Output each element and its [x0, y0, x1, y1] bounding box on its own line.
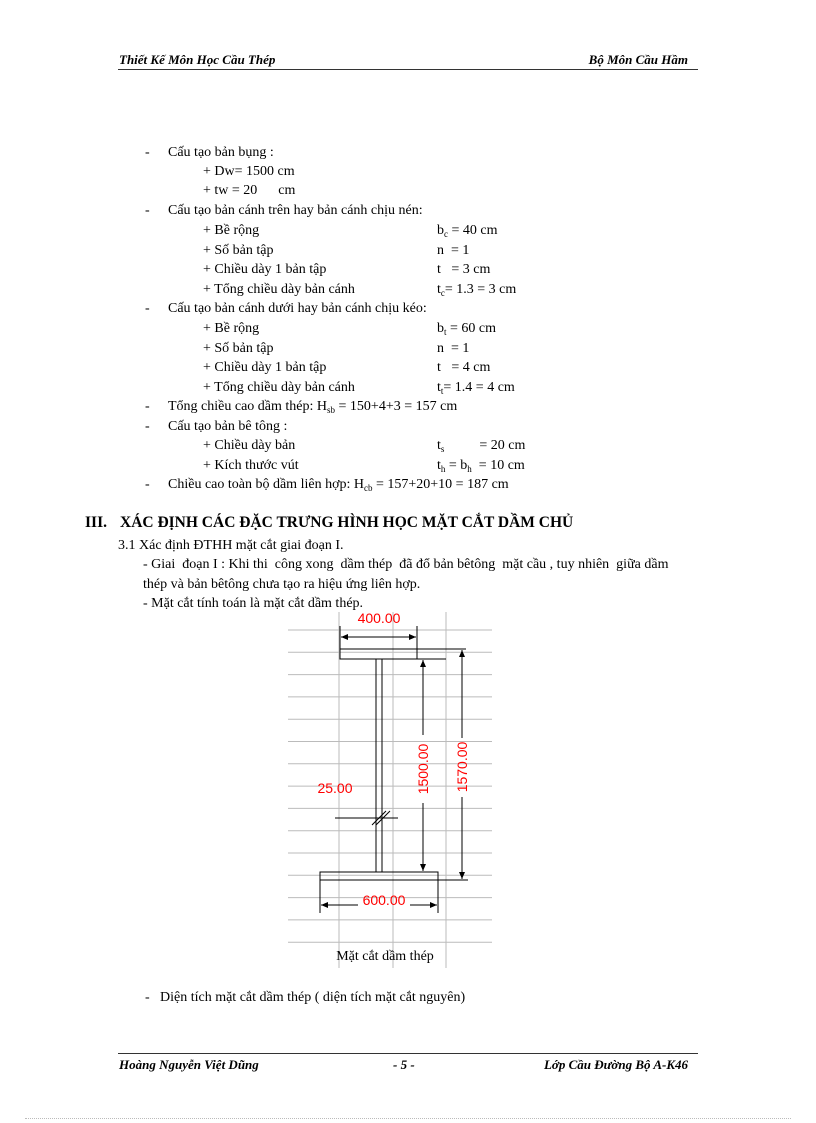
web-dw: + Dw= 1500 cm — [203, 164, 295, 179]
spec-label: + Chiều dày 1 bản tập — [203, 360, 327, 376]
header-right: Bộ Môn Cầu Hầm — [588, 52, 688, 67]
spec-label: + Số bản tập — [203, 340, 274, 356]
web-plate — [376, 659, 382, 872]
spec-value: n = 1 — [437, 242, 470, 258]
dim-top-label: 400.00 — [357, 610, 401, 626]
spec-label: + Tổng chiều dày bản cánh — [203, 281, 355, 297]
paragraph-1a: - Giai đoạn I : Khi thi công xong dầm thép đã đổ bản bêtông mặt cầu , tuy nhiên giữa dầm — [143, 557, 669, 572]
bottom-flange — [320, 872, 438, 880]
bullet: - — [145, 990, 150, 1005]
bullet: - — [145, 145, 150, 160]
spec-label: + Chiều dày bản — [203, 438, 296, 453]
spec-value: $t_s$ = 20 cm — [437, 438, 526, 454]
page-number: - 5 - — [393, 1057, 415, 1072]
composite-height: Chiều cao toàn bộ dầm liên hợp: $H_{cb} = 157+20+10 = 187$ cm — [168, 477, 509, 493]
bullet: - — [145, 419, 150, 434]
footer-right: Lớp Cầu Đường Bộ A-K46 — [543, 1057, 688, 1072]
spec-value: t = 4 cm — [437, 360, 491, 376]
section-number: III. — [85, 514, 107, 531]
figure-caption: Mặt cắt dầm thép — [336, 949, 434, 964]
paragraph-2: - Mặt cắt tính toán là mặt cắt dầm thép. — [143, 596, 364, 611]
spec-label: + Tổng chiều dày bản cánh — [203, 379, 355, 395]
bullet: - — [145, 203, 150, 218]
footer-left: Hoàng Nguyễn Việt Dũng — [119, 1057, 259, 1072]
spec-label: + Bề rộng — [203, 223, 260, 238]
dim-web-thickness-label: 25.00 — [317, 780, 353, 796]
dim-bottom-label: 600.00 — [362, 892, 406, 908]
top-flange — [340, 649, 417, 659]
spec-value: $b_t = 60$ cm — [437, 321, 497, 337]
bullet: - — [145, 399, 150, 414]
spec-label: + Chiều dày 1 bản tập — [203, 262, 327, 278]
footer-rule — [118, 1053, 698, 1054]
paragraph-1b: thép và bản bêtông chưa tạo ra hiệu ứng liên hợp. — [143, 577, 421, 592]
area-paragraph: Diện tích mặt cắt dầm thép ( diện tích mặt cắt nguyên) — [160, 990, 466, 1005]
spec-value: $t_t= 1.4 = 4$ cm — [437, 379, 515, 396]
dim-total-height-label: 1570.00 — [454, 741, 470, 793]
spec-value: t = 3 cm — [437, 262, 491, 278]
web-tw: + tw = 20 cm — [203, 183, 296, 198]
page-edge — [25, 1118, 791, 1119]
bullet: - — [145, 477, 150, 492]
bullet: - — [145, 301, 150, 316]
section-title: XÁC ĐỊNH CÁC ĐẶC TRƯNG HÌNH HỌC MẶT CẮT DẦM CHỦ — [120, 514, 574, 531]
spec-value: n = 1 — [437, 340, 470, 356]
subsection-title: 3.1 Xác định ĐTHH mặt cắt giai đoạn I. — [118, 538, 344, 553]
top-flange-title: Cấu tạo bản cánh trên hay bản cánh chịu nén: — [168, 203, 423, 218]
spec-value: $t_h = b_h = 10$ cm — [437, 457, 525, 474]
header-left: Thiết Kế Môn Học Cầu Thép — [119, 52, 276, 67]
spec-value: $b_c = 40$ cm — [437, 223, 498, 239]
spec-value: $t_c= 1.3 = 3$ cm — [437, 281, 517, 298]
dim-web-height-label: 1500.00 — [415, 743, 431, 795]
spec-label: + Số bản tập — [203, 242, 274, 258]
concrete-title: Cấu tạo bản bê tông : — [168, 419, 288, 434]
spec-label: + Kích thước vút — [203, 457, 299, 473]
spec-label: + Bề rộng — [203, 321, 260, 336]
bottom-flange-title: Cấu tạo bản cánh dưới hay bản cánh chịu kéo: — [168, 301, 427, 316]
steel-height: Tổng chiều cao dầm thép: $H_{sb} = 150+4+3 = 157$ cm — [168, 399, 458, 415]
web-title: Cấu tạo bản bụng : — [168, 145, 274, 160]
